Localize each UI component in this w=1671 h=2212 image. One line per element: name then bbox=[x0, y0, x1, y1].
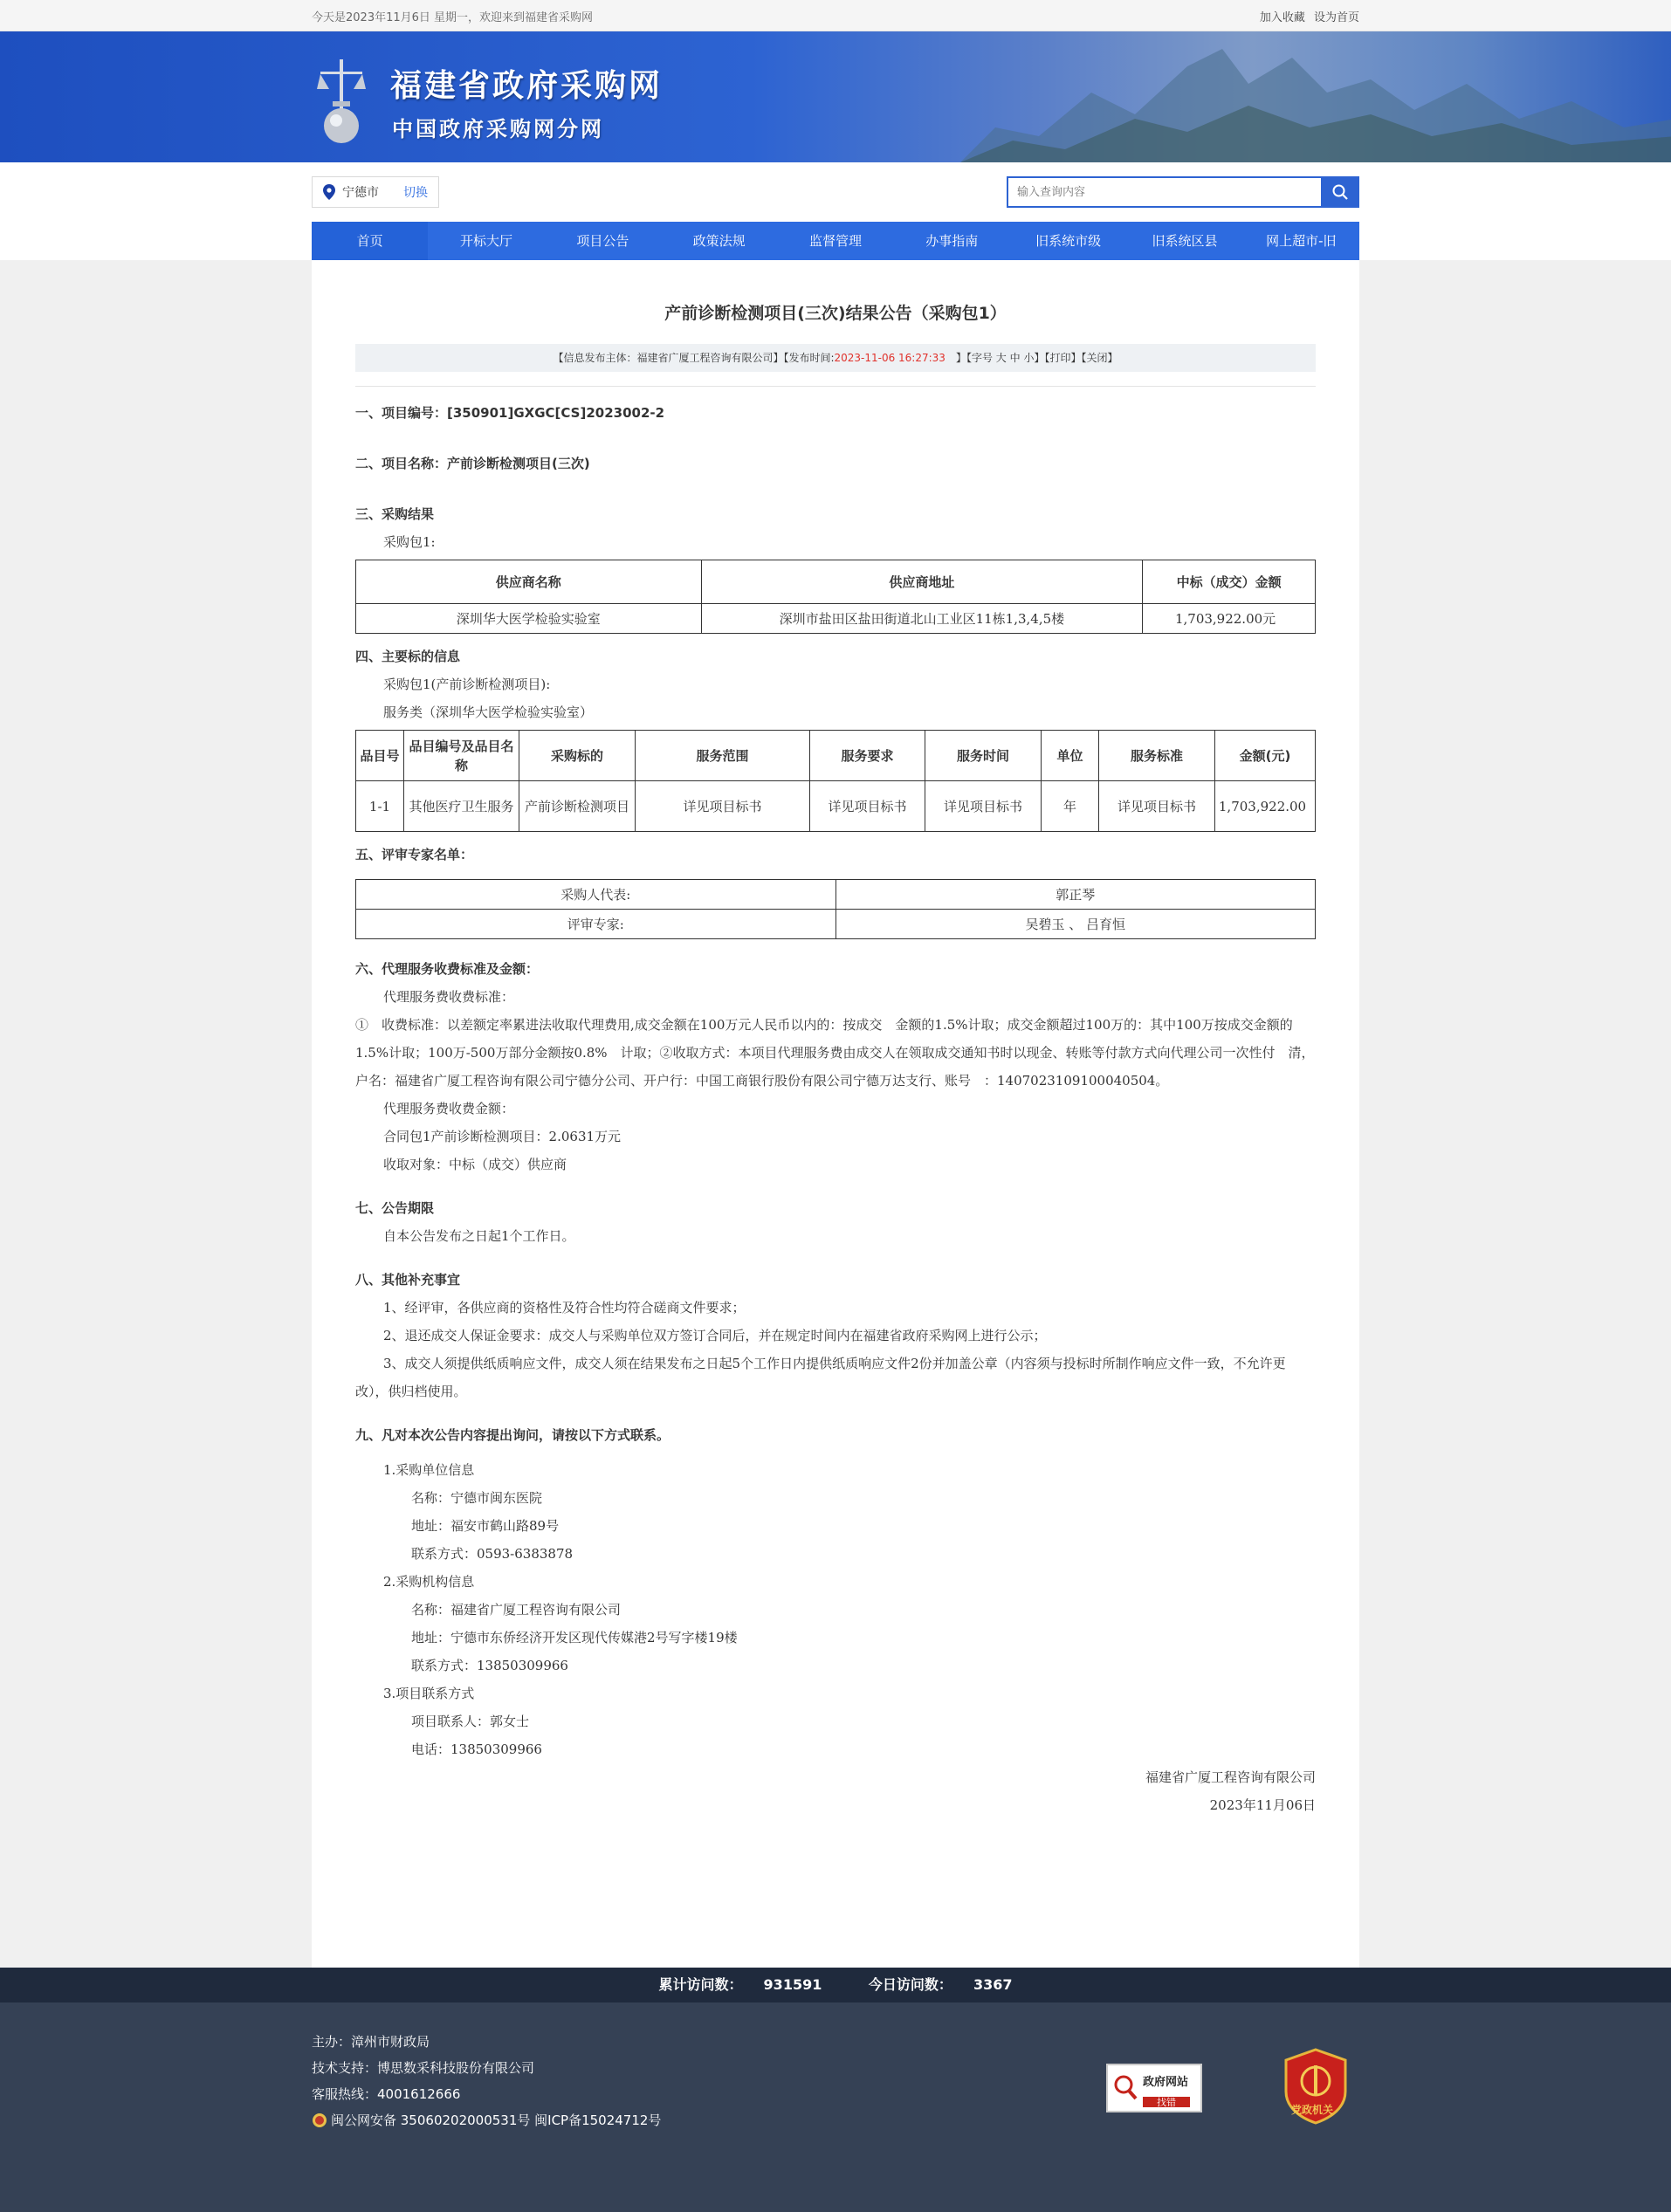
location-pin-icon bbox=[323, 184, 335, 200]
contact-line: 电话：13850309966 bbox=[411, 1741, 542, 1757]
nav-guide[interactable]: 办事指南 bbox=[925, 233, 979, 249]
section-8-line: 3、成交人须提供纸质响应文件，成交人须在结果发布之日起5个工作日内提供纸质响应文件2份并加盖公章（内容须与投标时所制作响应文件一致，不允许更改），供归档使用。 bbox=[355, 1356, 1286, 1399]
today-visits: 3367 bbox=[973, 1976, 1013, 1993]
table-cell: 郭正琴 bbox=[836, 880, 1316, 910]
nav-home[interactable]: 首页 bbox=[312, 222, 428, 260]
add-favorite-link[interactable]: 加入收藏 bbox=[1259, 10, 1305, 24]
section-6-line: 收取对象：中标（成交）供应商 bbox=[383, 1157, 567, 1172]
section-6-paragraph: ① 收费标准：以差额定率累进法收取代理费用,成交金额在100万元人民币以内的：按成交 金额的1.5%计取；成交金额超过100万的：其中100万按成交金额的1.5%计取；100万-500万部分金额按0.8% 计取；②收取方式：本项目代理服务费由成交人在领取成交通知书时以现金、转账等付款方式向代理公司一次性付 清，户名：福建省广厦工程咨询有限公司宁德分公司、开户行：中国工商银行股份有限公司宁德万达支行、账号 ：1407023109100040504。 bbox=[355, 1017, 1315, 1089]
table-cell: 1,703,922.00 bbox=[1215, 781, 1316, 832]
table-header: 单位 bbox=[1042, 731, 1099, 781]
section-7-line: 自本公告发布之日起1个工作日。 bbox=[383, 1228, 575, 1244]
publish-time: 2023-11-06 16:27:33 bbox=[834, 352, 946, 364]
search-icon bbox=[1331, 183, 1349, 201]
total-visits-label: 累计访问数： bbox=[658, 1976, 743, 1993]
footer-hotline: 客服热线：4001612666 bbox=[312, 2086, 461, 2102]
article-info-bar: 【信息发布主体：福建省广厦工程咨询有限公司】【发布时间:2023-11-06 16:27:33 】【字号 大 中 小】【打印】【关闭】 bbox=[355, 344, 1316, 372]
article-title: 产前诊断检测项目(三次)结果公告（采购包1） bbox=[664, 304, 1007, 323]
section-4: 四、主要标的信息 bbox=[355, 649, 461, 664]
section-5: 五、评审专家名单： bbox=[355, 847, 474, 862]
contact-heading: 2.采购机构信息 bbox=[383, 1574, 475, 1590]
section-8-line: 1、经评审，各供应商的资格性及符合性均符合磋商文件要求； bbox=[383, 1300, 746, 1316]
table-row bbox=[356, 604, 1316, 634]
badge2-text: 党政机关 bbox=[1291, 2104, 1334, 2116]
contact-line: 联系方式：13850309966 bbox=[411, 1658, 568, 1673]
city-selector bbox=[312, 176, 439, 208]
font-size-small[interactable]: 小 bbox=[1023, 352, 1035, 364]
table-header: 服务范围 bbox=[636, 731, 810, 781]
city-switch-link[interactable]: 切换 bbox=[403, 186, 428, 200]
section-9: 九、凡对本次公告内容提出询问，请按以下方式联系。 bbox=[355, 1427, 670, 1443]
print-button[interactable]: 【打印】 bbox=[1044, 352, 1082, 364]
today-visits-label: 今日访问数： bbox=[868, 1976, 952, 1993]
contact-heading: 3.项目联系方式 bbox=[383, 1686, 475, 1701]
table-cell: 1,703,922.00元 bbox=[1143, 604, 1316, 634]
section-1: 一、项目编号：[350901]GXGC[CS]2023002-2 bbox=[355, 405, 665, 421]
table-cell: 详见项目标书 bbox=[810, 781, 925, 832]
icp-text[interactable]: 闽公网安备 35060202000531号 闽ICP备15024712号 bbox=[331, 2112, 662, 2128]
font-size-large[interactable]: 大 bbox=[995, 352, 1007, 364]
contact-heading: 1.采购单位信息 bbox=[383, 1462, 475, 1478]
table-header: 服务时间 bbox=[925, 731, 1042, 781]
party-gov-badge[interactable] bbox=[1282, 2048, 1349, 2125]
section-4-package: 采购包1(产前诊断检测项目): bbox=[383, 677, 551, 692]
section-6-line: 代理服务费收费标准： bbox=[383, 989, 515, 1005]
main-nav bbox=[312, 222, 1359, 260]
table-cell: 年 bbox=[1042, 781, 1099, 832]
info-prefix: 【信息发布主体：福建省广厦工程咨询有限公司】【发布时间: bbox=[553, 352, 835, 364]
table-cell: 吴碧玉 、 吕育恒 bbox=[836, 910, 1316, 939]
table-row bbox=[356, 910, 1316, 939]
table-cell: 详见项目标书 bbox=[925, 781, 1042, 832]
top-bar bbox=[0, 0, 1671, 31]
table-row bbox=[356, 880, 1316, 910]
section-8: 八、其他补充事宜 bbox=[355, 1272, 461, 1288]
info-mid: 】【字号 bbox=[955, 352, 993, 364]
nav-policy[interactable]: 政策法规 bbox=[692, 233, 746, 249]
close-button[interactable]: 【关闭】 bbox=[1081, 352, 1118, 364]
search-input[interactable] bbox=[1007, 176, 1321, 208]
table-cell: 1-1 bbox=[356, 781, 404, 832]
table-cell: 评审专家: bbox=[356, 910, 836, 939]
gov-site-error-badge[interactable] bbox=[1106, 2064, 1202, 2112]
subject-table bbox=[355, 730, 1316, 832]
police-badge-icon bbox=[312, 2112, 327, 2128]
result-table bbox=[355, 560, 1316, 634]
section-3: 三、采购结果 bbox=[355, 506, 435, 522]
expert-table bbox=[355, 879, 1316, 939]
table-cell: 其他医疗卫生服务 bbox=[404, 781, 519, 832]
table-header: 服务要求 bbox=[810, 731, 925, 781]
table-header: 供应商地址 bbox=[701, 560, 1143, 604]
section-6-line: 代理服务费收费金额： bbox=[383, 1101, 515, 1116]
table-cell: 深圳市盐田区盐田街道北山工业区11栋1,3,4,5楼 bbox=[701, 604, 1143, 634]
badge1-line1: 政府网站 bbox=[1143, 2076, 1189, 2089]
site-footer bbox=[0, 2002, 1671, 2212]
nav-old-city[interactable]: 旧系统市级 bbox=[1035, 233, 1102, 249]
table-header: 采购标的 bbox=[519, 731, 636, 781]
table-cell: 详见项目标书 bbox=[636, 781, 810, 832]
contact-line: 项目联系人：郭女士 bbox=[411, 1714, 530, 1729]
section-8-line: 2、退还成交人保证金要求：成交人与采购单位双方签订合同后，并在规定时间内在福建省政府采购网上进行公示； bbox=[383, 1328, 1047, 1343]
table-cell: 采购人代表: bbox=[356, 880, 836, 910]
article-container bbox=[312, 260, 1359, 1968]
site-subtitle: 中国政府采购网分网 bbox=[392, 117, 604, 141]
welcome-text: 今天是2023年11月6日 星期一，欢迎来到福建省采购网 bbox=[312, 10, 594, 24]
footer-tech: 技术支持：博思数采科技股份有限公司 bbox=[312, 2060, 535, 2076]
table-header: 供应商名称 bbox=[356, 560, 702, 604]
site-title: 福建省政府采购网 bbox=[390, 68, 664, 104]
section-7: 七、公告期限 bbox=[355, 1200, 435, 1216]
justice-emblem-icon bbox=[317, 58, 366, 145]
badge1-line2: 找错 bbox=[1157, 2097, 1176, 2108]
nav-old-county[interactable]: 旧系统区县 bbox=[1152, 233, 1218, 249]
table-header: 品目号 bbox=[356, 731, 404, 781]
city-name: 宁德市 bbox=[342, 186, 379, 200]
table-cell: 产前诊断检测项目 bbox=[519, 781, 636, 832]
nav-project-notice[interactable]: 项目公告 bbox=[576, 233, 629, 249]
table-header: 服务标准 bbox=[1099, 731, 1215, 781]
font-size-medium[interactable]: 中 bbox=[1009, 352, 1021, 364]
nav-old-mall[interactable]: 网上超市-旧 bbox=[1266, 233, 1337, 249]
signature-date: 2023年11月06日 bbox=[1209, 1797, 1316, 1813]
contact-line: 名称：福建省广厦工程咨询有限公司 bbox=[411, 1602, 622, 1618]
set-home-link[interactable]: 设为首页 bbox=[1313, 10, 1359, 24]
contact-line: 地址：福安市鹤山路89号 bbox=[411, 1518, 560, 1534]
section-6-line: 合同包1产前诊断检测项目：2.0631万元 bbox=[383, 1129, 622, 1144]
search-button[interactable] bbox=[1321, 176, 1359, 208]
table-header: 金额(元) bbox=[1215, 731, 1316, 781]
footer-icp bbox=[312, 2107, 1359, 2133]
table-header: 中标（成交）金额 bbox=[1143, 560, 1316, 604]
article-body bbox=[355, 387, 1316, 1819]
contact-line: 名称：宁德市闽东医院 bbox=[411, 1490, 543, 1506]
nav-supervision[interactable]: 监督管理 bbox=[808, 233, 862, 249]
section-3-package: 采购包1: bbox=[383, 534, 436, 550]
table-cell: 深圳华大医学检验实验室 bbox=[356, 604, 702, 634]
section-2: 二、项目名称：产前诊断检测项目(三次) bbox=[355, 456, 590, 471]
section-6: 六、代理服务收费标准及金额： bbox=[355, 961, 540, 977]
visit-stats-bar bbox=[0, 1968, 1671, 2002]
section-4-type: 服务类（深圳华大医学检验实验室） bbox=[383, 704, 594, 720]
table-header: 品目编号及品目名称 bbox=[404, 731, 519, 781]
contact-line: 联系方式：0593-6383878 bbox=[411, 1546, 574, 1562]
search-bar bbox=[1007, 176, 1359, 208]
nav-bid-hall[interactable]: 开标大厅 bbox=[459, 233, 512, 249]
total-visits: 931591 bbox=[763, 1976, 822, 1993]
signature-org: 福建省广厦工程咨询有限公司 bbox=[1145, 1769, 1316, 1785]
contact-line: 地址：宁德市东侨经济开发区现代传媒港2号写字楼19楼 bbox=[411, 1630, 738, 1645]
table-cell: 详见项目标书 bbox=[1099, 781, 1215, 832]
table-row bbox=[356, 781, 1316, 832]
footer-host: 主办：漳州市财政局 bbox=[312, 2034, 430, 2050]
site-banner bbox=[0, 31, 1671, 162]
